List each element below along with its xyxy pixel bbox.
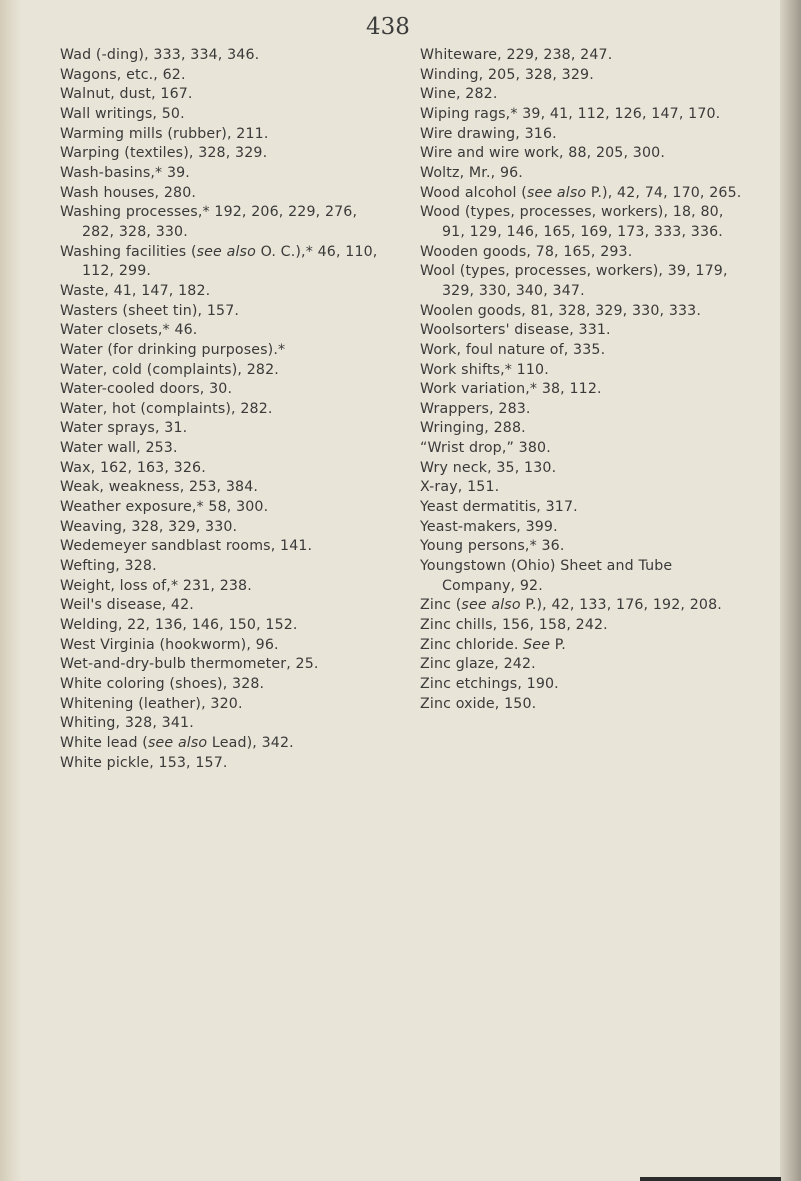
index-entry: Wash houses, 280. <box>60 184 197 201</box>
index-entry: Woolsorters' disease, 331. <box>420 322 611 339</box>
index-entry: Warming mills (rubber), 211. <box>60 125 269 142</box>
index-entry: Wire and wire work, 88, 205, 300. <box>420 145 665 162</box>
index-entry: Weather exposure,* 58, 300. <box>60 499 269 516</box>
index-entry: West Virginia (hookworm), 96. <box>60 636 279 653</box>
index-entry: Waste, 41, 147, 182. <box>60 282 211 299</box>
index-entry: Wiping rags,* 39, 41, 112, 126, 147, 170. <box>420 105 721 122</box>
index-entry: “Wrist drop,” 380. <box>420 440 551 457</box>
index-entry: Wood (types, processes, workers), 18, 80, 91, 129, 146, 165, 169, 173, 333, 336. <box>420 204 724 240</box>
index-entry: Work variation,* 38, 112. <box>420 381 602 398</box>
index-entry: Wool (types, processes, workers), 39, 179, 329, 330, 340, 347. <box>420 263 728 299</box>
index-entry: Whitening (leather), 320. <box>60 695 243 712</box>
index-entry: Water, cold (complaints), 282. <box>60 361 279 378</box>
index-entry: Zinc oxide, 150. <box>420 695 537 712</box>
index-entry: Water-cooled doors, 30. <box>60 381 233 398</box>
index-entry: Water (for drinking purposes).* <box>60 341 286 358</box>
index-entry: Washing processes,* 192, 206, 229, 276, 282, 328, 330. <box>60 204 358 240</box>
index-column-right <box>420 46 750 714</box>
index-entry: Wax, 162, 163, 326. <box>60 459 206 476</box>
index-entry: Work, foul nature of, 335. <box>420 341 606 358</box>
index-entry: Zinc chills, 156, 158, 242. <box>420 617 608 634</box>
index-entry: Youngstown (Ohio) Sheet and Tube Company, 92. <box>420 558 673 594</box>
index-entry: Wall writings, 50. <box>60 105 185 122</box>
index-entry: X-ray, 151. <box>420 479 500 496</box>
index-entry: Yeast dermatitis, 317. <box>420 499 578 516</box>
index-entry: Water, hot (complaints), 282. <box>60 400 273 417</box>
index-entry: Wine, 282. <box>420 86 498 103</box>
index-entry: Woolen goods, 81, 328, 329, 330, 333. <box>420 302 702 319</box>
index-entry: White coloring (shoes), 328. <box>60 676 265 692</box>
index-entry: Work shifts,* 110. <box>420 361 549 378</box>
index-entry: Wasters (sheet tin), 157. <box>60 302 240 319</box>
index-entry: Zinc etchings, 190. <box>420 676 559 692</box>
index-entry: Winding, 205, 328, 329. <box>420 66 594 83</box>
index-column-left <box>60 46 390 773</box>
index-entry: Wire drawing, 316. <box>420 125 557 142</box>
index-entry: Water sprays, 31. <box>60 420 188 437</box>
index-entry: Walnut, dust, 167. <box>60 86 193 103</box>
index-entry: Wad (-ding), 333, 334, 346. <box>60 47 260 63</box>
index-entry: Yeast-makers, 399. <box>420 518 558 535</box>
index-entry: Water closets,* 46. <box>60 322 198 339</box>
page-number: 438 <box>366 14 410 40</box>
index-entry: Washing facilities (see also O. C.),* 46, 110, 112, 299. <box>60 243 378 280</box>
index-entry: Wagons, etc., 62. <box>60 66 186 83</box>
index-entry: Wet-and-dry-bulb thermometer, 25. <box>60 656 319 673</box>
index-entry: Young persons,* 36. <box>420 538 565 555</box>
index-entry: Warping (textiles), 328, 329. <box>60 145 268 162</box>
index-entry: Wooden goods, 78, 165, 293. <box>420 243 633 260</box>
index-entry: Weaving, 328, 329, 330. <box>60 518 238 535</box>
index-entry: Wefting, 328. <box>60 558 157 575</box>
index-entry: Wrappers, 283. <box>420 400 531 417</box>
page-gutter-shadow <box>0 0 22 1181</box>
index-entry: Weil's disease, 42. <box>60 597 194 614</box>
index-entry: Wry neck, 35, 130. <box>420 459 557 476</box>
index-entry: Zinc chloride. See P. <box>420 636 566 653</box>
index-entry: Water wall, 253. <box>60 440 178 457</box>
page-bottom-edge-line <box>640 1177 781 1181</box>
index-entry: Woltz, Mr., 96. <box>420 164 523 181</box>
page-edge-shadow <box>780 0 801 1181</box>
index-entry: White pickle, 153, 157. <box>60 754 228 771</box>
index-entry: Zinc glaze, 242. <box>420 656 536 673</box>
index-entry: Wood alcohol (see also P.), 42, 74, 170, 265. <box>420 184 742 201</box>
index-entry: Weak, weakness, 253, 384. <box>60 479 259 496</box>
index-entry: Whiteware, 229, 238, 247. <box>420 47 613 63</box>
index-entry: Weight, loss of,* 231, 238. <box>60 577 252 594</box>
index-entry: Zinc (see also P.), 42, 133, 176, 192, 208. <box>420 597 722 614</box>
index-entry: Wringing, 288. <box>420 420 526 437</box>
index-entry: White lead (see also Lead), 342. <box>60 734 294 751</box>
index-entry: Whiting, 328, 341. <box>60 715 194 732</box>
index-entry: Wedemeyer sandblast rooms, 141. <box>60 538 313 555</box>
index-entry: Wash-basins,* 39. <box>60 164 190 181</box>
index-entry: Welding, 22, 136, 146, 150, 152. <box>60 617 298 634</box>
